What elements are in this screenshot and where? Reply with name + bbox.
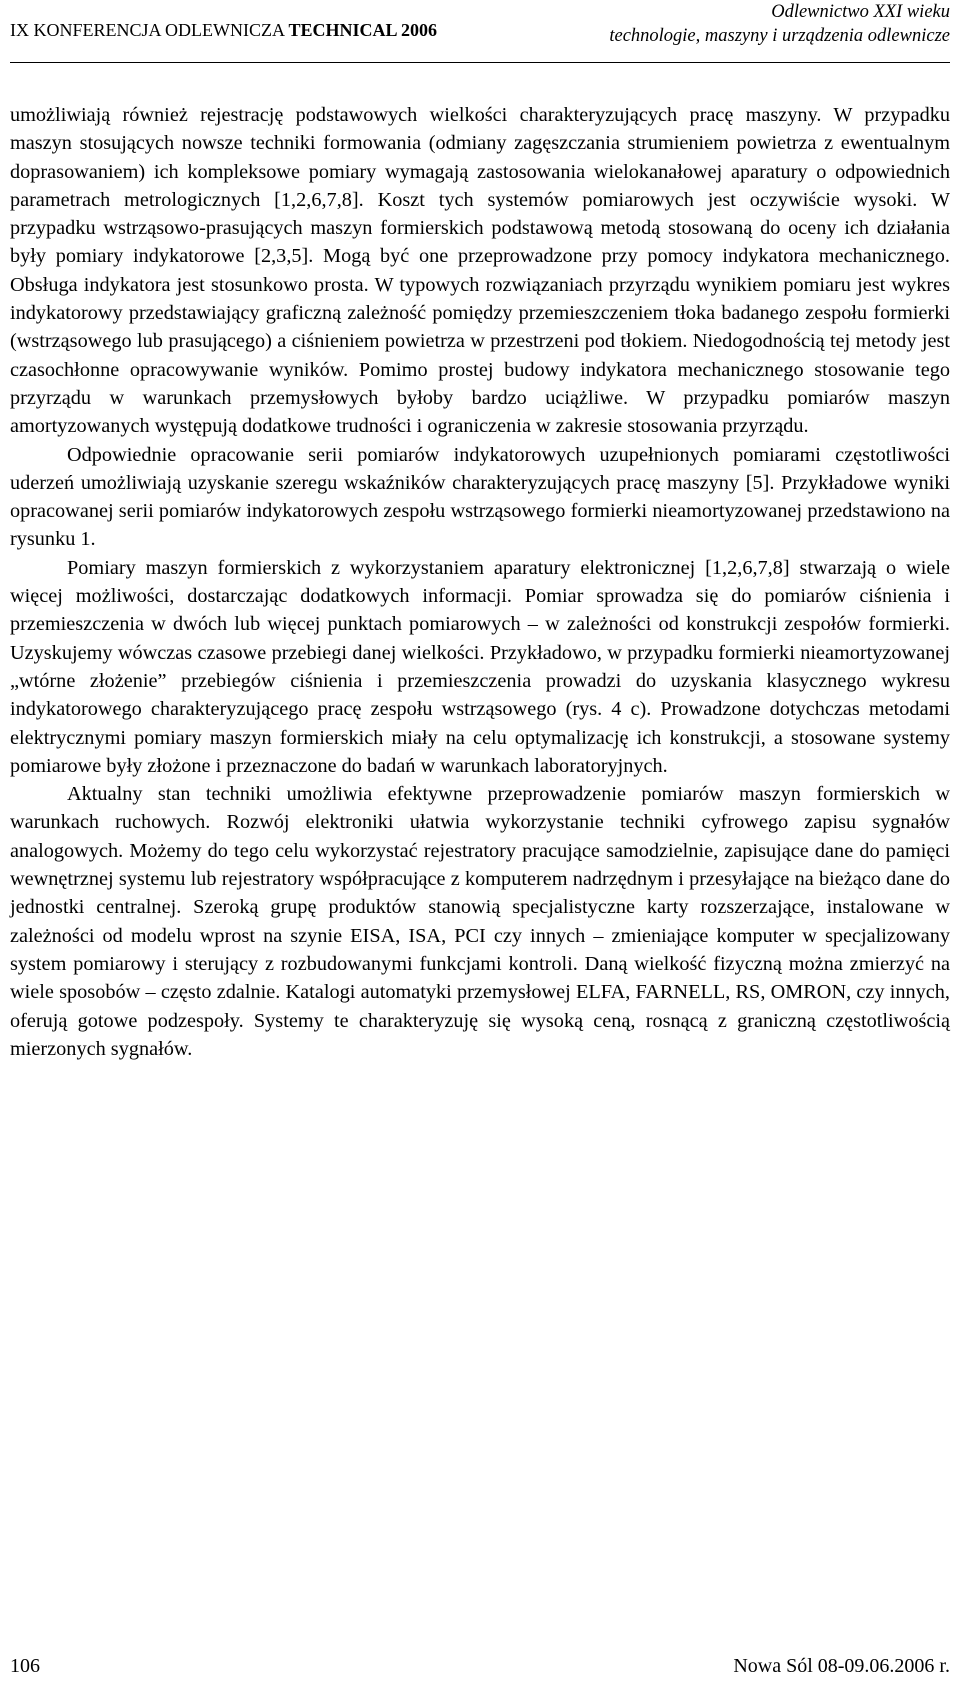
article-body — [10, 101, 950, 1063]
page-number: 106 — [10, 1655, 40, 1677]
journal-title — [609, 0, 950, 48]
paragraph-2: Odpowiednie opracowanie serii pomiarów indykatorowych uzupełnionych pomiarami częstotliwości uderzeń umożliwiają uzyskanie szeregu wskaźników charakteryzujących pracę maszyny [5]. Przykładowe wyniki opracowanej serii pomiarów indykatorowych zespołu wstrząsowego formierki nieamortyzowanej przedstawiono na rysunku 1. — [10, 443, 950, 551]
conference-title — [10, 20, 437, 41]
conference-prefix: IX KONFERENCJA ODLEWNICZA — [10, 20, 284, 40]
paragraph-4: Aktualny stan techniki umożliwia efektywne przeprowadzenie pomiarów maszyn formierskich w warunkach ruchowych. Rozwój elektroniki ułatwia wykorzystanie techniki cyfrowego zapisu sygnałów analogowych. Możemy do tego celu wykorzystać rejestratory pracujące samodzielnie, zapisujące dane do pamięci wewnętrznej systemu lub rejestratory współpracujące z komputerem nadrzędnym i przesyłające na bieżąco dane do jednostki centralnej. Szeroką grupę produktów stanowią specjalistyczne karty rozszerzające, instalowane w zależności od modelu wprost na szynie EISA, ISA, PCI czy innych – zmieniające komputer w specjalizowany system pomiarowy i sterujący z rozbudowanymi funkcjami kontroli. Daną wielkość fizyczną można zmierzyć na wiele sposobów – często zdalnie. Katalogi automatyki przemysłowej ELFA, FARNELL, RS, OMRON, czy innych, oferują gotowe podzespoły. Systemy te charakteryzuję się wysoką ceną, rosnącą z graniczną częstotliwością mierzonych sygnałów. — [10, 783, 950, 1060]
paragraph-3: Pomiary maszyn formierskich z wykorzystaniem aparatury elektronicznej [1,2,6,7,8] stwarzają o wiele więcej możliwości, dostarczając dodatkowych informacji. Pomiar sprowadza się do pomiarów ciśnienia i przemieszczenia w dwóch lub więcej punktach pomiarowych – w zależności od konstrukcji zespołów formierki. Uzyskujemy wówczas czasowe przebiegi danej wielkości. Przykładowo, w przypadku formierki nieamortyzowanej „wtórne złożenie” przebiegów ciśnienia i przemieszczenia prowadzi do uzyskania klasycznego wykresu indykatorowego charakteryzującego pracę zespołu wstrząsowego (rys. 4 c). Prowadzone dotychczas metodami elektrycznymi pomiary maszyn formierskich miały na celu optymalizację ich konstrukcji, a stosowane systemy pomiarowe były złożone i przeznaczone do badań w warunkach laboratoryjnych. — [10, 556, 950, 777]
page-header — [10, 0, 950, 63]
journal-title-line2: technologie, maszyny i urządzenia odlewnicze — [609, 26, 950, 46]
event-info: Nowa Sól 08-09.06.2006 r. — [733, 1655, 950, 1677]
conference-name: TECHNICAL 2006 — [288, 20, 438, 40]
journal-title-line1: Odlewnictwo XXI wieku — [771, 2, 950, 22]
paragraph-1: umożliwiają również rejestrację podstawowych wielkości charakteryzujących pracę maszyny. W przypadku maszyn stosujących nowsze techniki formowania (odmiany zagęszczania strumieniem powietrza z ewentualnym doprasowaniem) ich kompleksowe pomiary wymagają zastosowania wielokanałowej aparatury o odpowiednich parametrach metrologicznych [1,2,6,7,8]. Koszt tych systemów pomiarowych jest oczywiście wysoki. W przypadku wstrząsowo-prasujących maszyn formierskich podstawową metodą stosowaną do oceny ich działania były pomiary indykatorowe [2,3,5]. Mogą być one przeprowadzone przy pomocy indykatora mechanicznego. Obsługa indykatora jest stosunkowo prosta. W typowych rozwiązaniach przyrządu wynikiem pomiaru jest wykres indykatorowy przedstawiający graficzną zależność pomiędzy przemieszczeniem tłoka badanego zespołu formierki (wstrząsowego lub prasującego) a ciśnieniem powietrza w przestrzeni pod tłokiem. Niedogodnością tej metody jest czasochłonne opracowywanie wyników. Pomimo prostej budowy indykatora mechanicznego stosowanie tego przyrządu w warunkach przemysłowych byłoby bardzo uciążliwe. W przypadku pomiarów maszyn amortyzowanych występują dodatkowe trudności i ograniczenia w zakresie stosowania przyrządu. — [10, 104, 950, 438]
